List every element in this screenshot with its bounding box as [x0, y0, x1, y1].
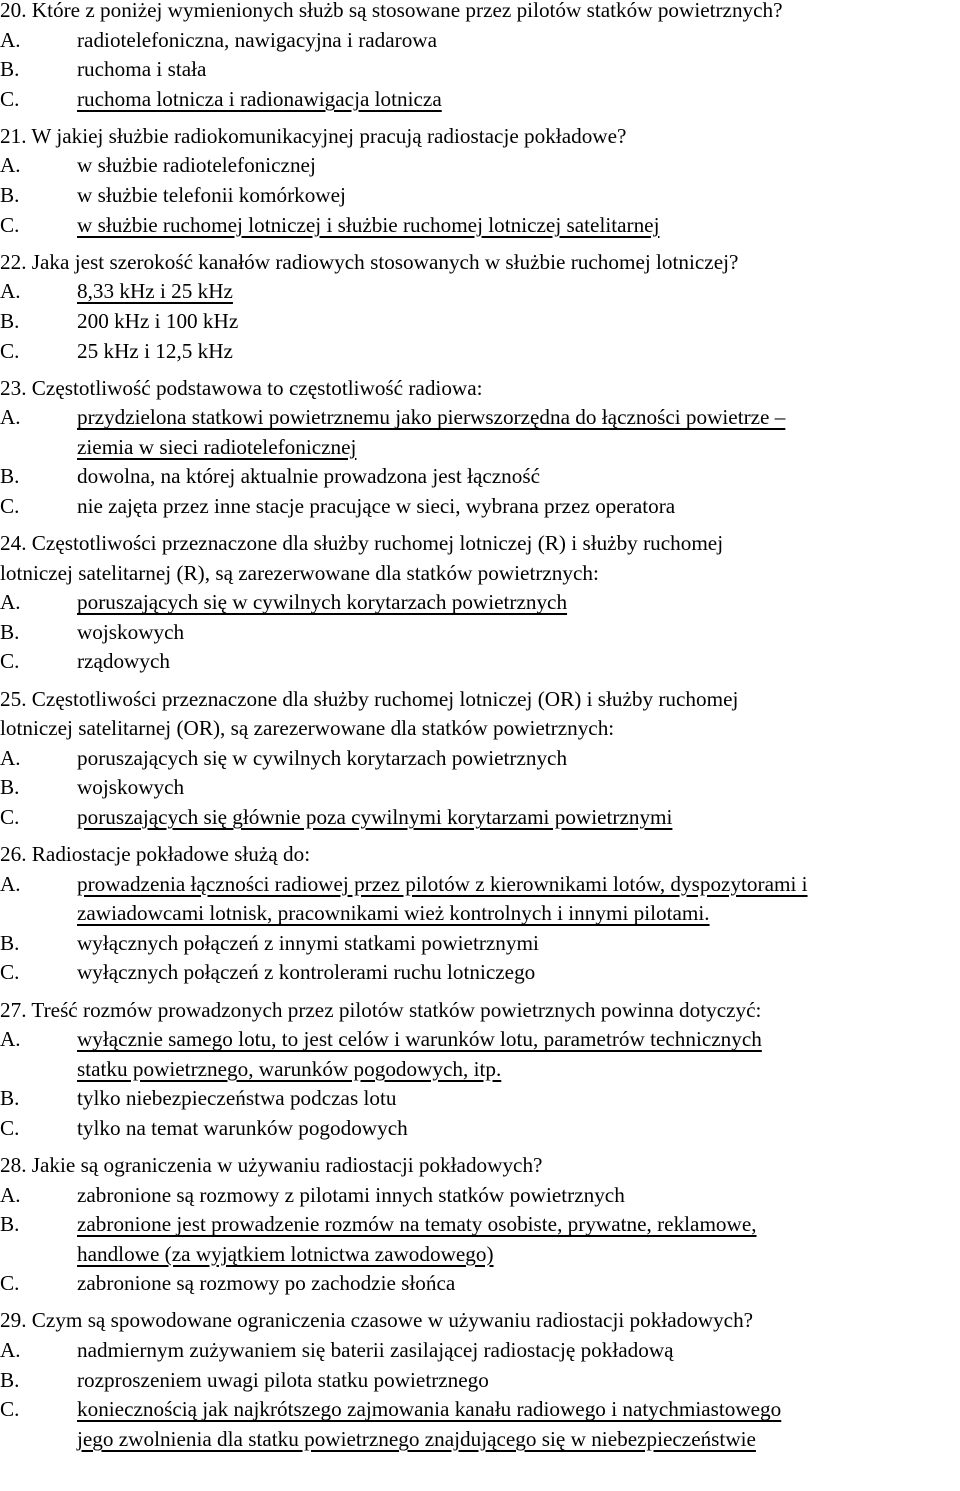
question-block: [0, 0, 960, 114]
question-text-line: Które z poniżej wymienionych służb są stosowane przez pilotów statków powietrznych?: [31, 0, 783, 22]
answer-letter: B.: [0, 930, 20, 955]
question-text-line: lotniczej satelitarnej (R), są zarezerwowane dla statków powietrznych:: [0, 560, 599, 585]
answer-letter: C.: [0, 1115, 20, 1140]
answer-letter: C.: [0, 212, 20, 237]
answer-option: [0, 1084, 960, 1114]
question-block: [0, 1151, 960, 1299]
question-number: 20.: [0, 0, 27, 22]
answer-letter: B.: [0, 1086, 20, 1111]
answer-text: przydzielona statkowi powietrznemu jako pierwszorzędna do łączności powietrze –: [77, 405, 786, 430]
question-text-line: W jakiej służbie radiokomunikacyjnej pracują radiostacje pokładowe?: [31, 123, 627, 148]
answer-option-correct: [0, 588, 960, 618]
answer-option-correct: [0, 211, 960, 241]
answer-option: [0, 929, 960, 959]
answer-text: ruchoma i stała: [77, 57, 207, 82]
answer-text: dowolna, na której aktualnie prowadzona jest łączność: [77, 464, 541, 489]
answer-option: [0, 55, 960, 85]
answer-letter: A.: [0, 153, 21, 178]
question-text: [0, 374, 960, 404]
question-text: [0, 122, 960, 152]
question-number: 27.: [0, 997, 27, 1022]
question-text: [0, 714, 960, 744]
answer-text: wojskowych: [77, 619, 185, 644]
question-text-line: Radiostacje pokładowe służą do:: [31, 842, 311, 867]
question-text-line: Częstotliwości przeznaczone dla służby ruchomej lotniczej (OR) i służby ruchomej: [31, 686, 739, 711]
question-number: 26.: [0, 842, 27, 867]
question-block: [0, 1306, 960, 1454]
answer-option-correct: [0, 1025, 960, 1084]
question-text-line: Jakie są ograniczenia w używaniu radiostacji pokładowych?: [31, 1152, 543, 1177]
question-block: [0, 374, 960, 522]
question-text: [0, 1306, 960, 1336]
answer-letter: A.: [0, 279, 21, 304]
question-text: [0, 840, 960, 870]
answer-text: poruszających się w cywilnych korytarzach powietrznych: [77, 590, 568, 615]
question-number: 25.: [0, 686, 27, 711]
question-text-line: lotniczej satelitarnej (OR), są zarezerwowane dla statków powietrznych:: [0, 716, 615, 741]
answer-letter: B.: [0, 464, 20, 489]
answer-text: nadmiernym zużywaniem się baterii zasilającej radiostację pokładową: [77, 1338, 674, 1363]
answer-letter: A.: [0, 1182, 21, 1207]
answer-text: zabronione jest prowadzenie rozmów na tematy osobiste, prywatne, reklamowe,: [77, 1212, 757, 1237]
answer-text: wyłącznych połączeń z innymi statkami powietrznymi: [77, 930, 539, 955]
question-block: [0, 529, 960, 677]
answer-text: tylko niebezpieczeństwa podczas lotu: [77, 1086, 397, 1111]
answer-letter: A.: [0, 1027, 21, 1052]
answer-text: wyłącznych połączeń z kontrolerami ruchu lotniczego: [77, 960, 536, 985]
answer-text: ziemia w sieci radiotelefonicznej: [77, 434, 357, 459]
answer-option: [0, 181, 960, 211]
question-text: [0, 529, 960, 559]
answer-text: statku powietrznego, warunków pogodowych, itp.: [77, 1056, 502, 1081]
answer-text: 25 kHz i 12,5 kHz: [77, 338, 233, 363]
answer-option: [0, 151, 960, 181]
answer-option: [0, 744, 960, 774]
answer-letter: A.: [0, 871, 21, 896]
question-text: [0, 559, 960, 589]
answer-option-correct: [0, 1210, 960, 1269]
question-block: [0, 840, 960, 988]
answer-text: handlowe (za wyjątkiem lotnictwa zawodowego): [77, 1241, 494, 1266]
answer-option-correct: [0, 403, 960, 462]
answer-text: tylko na temat warunków pogodowych: [77, 1115, 408, 1140]
question-number: 23.: [0, 375, 27, 400]
answer-text: nie zajęta przez inne stacje pracujące w sieci, wybrana przez operatora: [77, 494, 676, 518]
answer-letter: B.: [0, 775, 20, 800]
answer-option: [0, 26, 960, 56]
answer-option: [0, 618, 960, 648]
answer-option: [0, 647, 960, 677]
answer-letter: B.: [0, 619, 20, 644]
question-block: [0, 685, 960, 833]
answer-text: jego zwolnienia dla statku powietrznego znajdującego się w niebezpieczeństwie: [77, 1426, 756, 1451]
answer-text: w służbie radiotelefonicznej: [77, 153, 316, 178]
answer-letter: C.: [0, 960, 20, 985]
answer-text: prowadzenia łączności radiowej przez pilotów z kierownikami lotów, dyspozytorami i: [77, 871, 808, 896]
answer-option: [0, 307, 960, 337]
question-text: [0, 1151, 960, 1181]
question-number: 22.: [0, 249, 27, 274]
answer-text: rozproszeniem uwagi pilota statku powietrznego: [77, 1367, 489, 1392]
answer-letter: B.: [0, 1212, 20, 1237]
answer-text: poruszających się głównie poza cywilnymi korytarzami powietrznymi: [77, 804, 673, 829]
answer-text: ruchoma lotnicza i radionawigacja lotnicza: [77, 86, 442, 111]
answer-letter: A.: [0, 745, 21, 770]
question-block: [0, 248, 960, 366]
answer-option: [0, 337, 960, 367]
question-text-line: Czym są spowodowane ograniczenia czasowe w używaniu radiostacji pokładowych?: [31, 1308, 754, 1333]
question-text: [0, 248, 960, 278]
answer-text: w służbie ruchomej lotniczej i służbie ruchomej lotniczej satelitarnej: [77, 212, 660, 237]
answer-letter: C.: [0, 1397, 20, 1422]
question-text-line: Częstotliwość podstawowa to częstotliwość radiowa:: [31, 375, 483, 400]
question-number: 21.: [0, 123, 27, 148]
answer-option: [0, 958, 960, 988]
answer-text: radiotelefoniczna, nawigacyjna i radarowa: [77, 27, 438, 52]
question-text: [0, 996, 960, 1026]
answer-letter: A.: [0, 590, 21, 615]
answer-text: poruszających się w cywilnych korytarzach powietrznych: [77, 745, 568, 770]
question-block: [0, 122, 960, 240]
answer-option-correct: [0, 803, 960, 833]
question-text: [0, 685, 960, 715]
question-number: 28.: [0, 1152, 27, 1177]
answer-option-correct: [0, 1395, 960, 1454]
question-text: [0, 0, 960, 26]
answer-text: wojskowych: [77, 775, 185, 800]
answer-text: 8,33 kHz i 25 kHz: [77, 279, 233, 304]
answer-letter: B.: [0, 57, 20, 82]
answer-text: wyłącznie samego lotu, to jest celów i warunków lotu, parametrów technicznych: [77, 1027, 762, 1052]
answer-letter: C.: [0, 649, 20, 674]
answer-letter: C.: [0, 804, 20, 829]
answer-text: w służbie telefonii komórkowej: [77, 183, 346, 208]
answer-option: [0, 1336, 960, 1366]
question-text-line: Treść rozmów prowadzonych przez pilotów statków powietrznych powinna dotyczyć:: [31, 997, 762, 1022]
answer-letter: B.: [0, 308, 20, 333]
answer-letter: C.: [0, 1271, 20, 1296]
question-block: [0, 996, 960, 1144]
answer-option-correct: [0, 277, 960, 307]
answer-text: zabronione są rozmowy po zachodzie słońca: [77, 1271, 456, 1296]
answer-letter: A.: [0, 27, 21, 52]
answer-text: rządowych: [77, 649, 170, 674]
answer-option: [0, 462, 960, 492]
answer-option: [0, 1269, 960, 1299]
answer-option: [0, 1366, 960, 1396]
question-number: 29.: [0, 1308, 27, 1333]
answer-letter: B.: [0, 1367, 20, 1392]
answer-text: koniecznością jak najkrótszego zajmowania kanału radiowego i natychmiastowego: [77, 1397, 782, 1422]
question-text-line: Częstotliwości przeznaczone dla służby ruchomej lotniczej (R) i służby ruchomej: [31, 531, 724, 556]
answer-text: zabronione są rozmowy z pilotami innych statków powietrznych: [77, 1182, 625, 1207]
answer-letter: C.: [0, 86, 20, 111]
answer-letter: B.: [0, 183, 20, 208]
answer-text: zawiadowcami lotnisk, pracownikami wież kontrolnych i innymi pilotami.: [77, 901, 710, 926]
answer-letter: A.: [0, 1338, 21, 1363]
answer-option: [0, 492, 960, 522]
answer-option: [0, 773, 960, 803]
answer-option: [0, 1114, 960, 1144]
answer-text: 200 kHz i 100 kHz: [77, 308, 239, 333]
question-number: 24.: [0, 531, 27, 556]
answer-option-correct: [0, 85, 960, 115]
answer-letter: C.: [0, 494, 20, 518]
answer-letter: A.: [0, 405, 21, 430]
answer-option-correct: [0, 870, 960, 929]
answer-option: [0, 1181, 960, 1211]
answer-letter: C.: [0, 338, 20, 363]
question-text-line: Jaka jest szerokość kanałów radiowych stosowanych w służbie ruchomej lotniczej?: [31, 249, 739, 274]
